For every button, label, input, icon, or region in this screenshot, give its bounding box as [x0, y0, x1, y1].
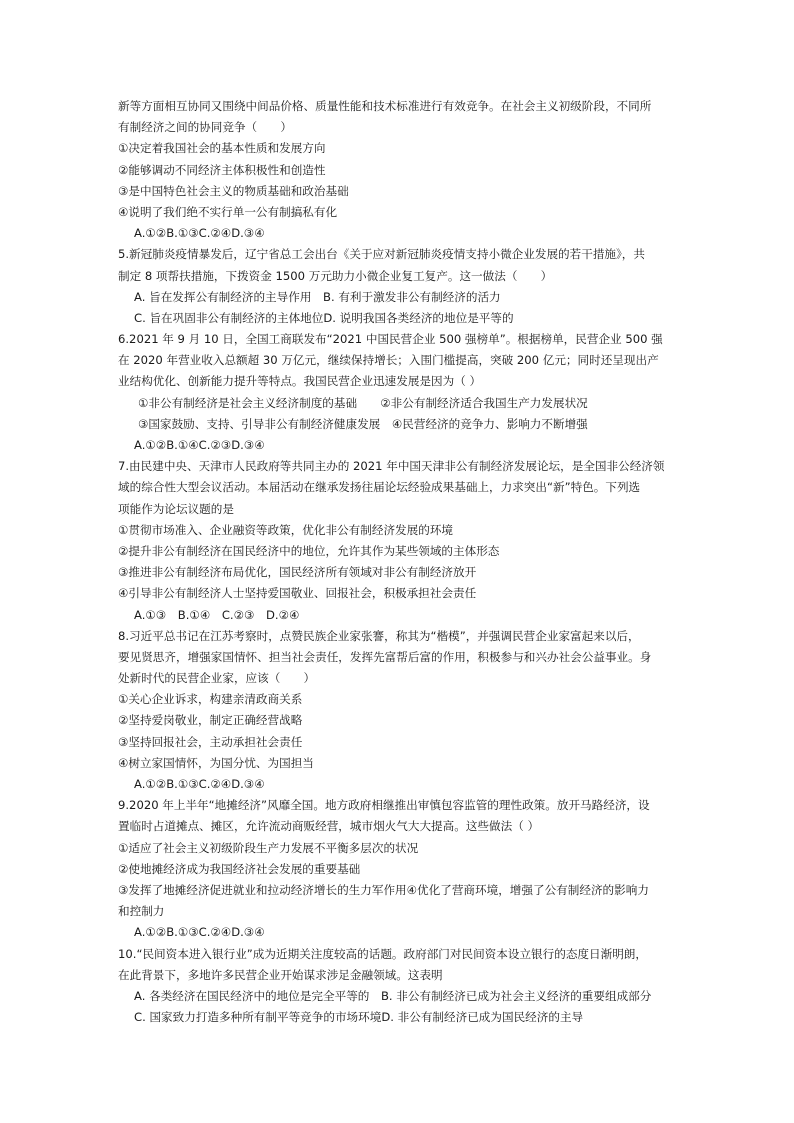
text-line: 新等方面相互协同又围绕中间品价格、质量性能和技术标准进行有效竞争。在社会主义初级阶段，不同所	[118, 99, 652, 113]
text-line: A.①②B.①④C.②③D.③④	[134, 438, 265, 452]
text-line: A.①②B.①③C.②④D.③④	[134, 925, 265, 940]
text-line: C. 旨在巩固非公有制经济的主体地位D. 说明我国各类经济的地位是平等的	[134, 310, 514, 325]
text-line: 业结构优化、创新能力提升等特点。我国民营企业迅速发展是因为（ ）	[118, 374, 482, 389]
text-line: ①关心企业诉求，构建亲清政商关系	[118, 692, 303, 707]
text-line: 项能作为论坛议题的是	[118, 501, 234, 516]
text-line: ④引导非公有制经济人士坚持爱国敬业、回报社会，积极承担社会责任	[118, 586, 477, 601]
text-line: ①决定着我国社会的基本性质和发展方向	[118, 141, 326, 156]
text-line: 在此背景下，多地许多民营企业开始谋求涉足金融领域。这表明	[118, 967, 443, 982]
text-line: A.①③ B.①④ C.②③ D.②④	[134, 607, 300, 622]
text-line: 要见贤思齐，增强家国情怀、担当社会责任，发挥先富帮后富的作用，积极参与和兴办社会公益事业。身	[118, 649, 652, 664]
text-line: A. 旨在发挥公有制经济的主导作用 B. 有利于激发非公有制经济的活力	[134, 289, 501, 304]
text-line: A.①②B.①③C.②④D.③④	[134, 226, 265, 241]
text-line: ①适应了社会主义初级阶段生产力发展不平衡多层次的状况	[118, 840, 419, 855]
document-body	[118, 96, 678, 1028]
text-line: ②能够调动不同经济主体积极性和创造性	[118, 162, 326, 177]
text-line: C. 国家致力打造多种所有制平等竞争的市场环境D. 非公有制经济已成为国民经济的主导	[134, 1010, 584, 1025]
text-line: ②使地摊经济成为我国经济社会发展的重要基础	[118, 861, 361, 876]
text-line: 在 2020 年营业收入总额超 30 万亿元，继续保持增长；入围门槛提高，突破 200 亿元；同时还呈现出产	[118, 353, 659, 368]
text-line: ②坚持爱岗敬业，制定正确经营战略	[118, 713, 303, 728]
text-line: 和控制力	[118, 904, 165, 919]
text-line: 5.新冠肺炎疫情暴发后，辽宁省总工会出台《关于应对新冠肺炎疫情支持小微企业发展的若干措施》，共	[118, 247, 645, 262]
text-line: 域的综合性大型会议活动。本届活动在继承发扬往届论坛经验成果基础上，力求突出“新”特色。下列选	[118, 480, 641, 495]
text-line: ①非公有制经济是社会主义经济制度的基础 ②非公有制经济适合我国生产力发展状况	[138, 395, 588, 410]
text-line: 9.2020 年上半年“地摊经济”风靡全国。地方政府相继推出审慎包容监管的理性政策。放开马路经济，设	[118, 798, 650, 813]
text-line: 处新时代的民营企业家，应该（ ）	[118, 671, 316, 686]
text-line: 制定 8 项帮扶措施，下拨资金 1500 万元助力小微企业复工复产。这一做法（ ）	[118, 268, 553, 283]
text-line: ③坚持回报社会，主动承担社会责任	[118, 734, 303, 749]
text-line: ①贯彻市场准入、企业融资等政策，优化非公有制经济发展的环境	[118, 522, 454, 537]
text-line: 有制经济之间的协同竞争（ ）	[118, 120, 292, 135]
text-line: 置临时占道摊点、摊区，允许流动商贩经营，城市烟火气大大提高。这些做法（ ）	[118, 819, 540, 834]
text-line: A.①②B.①③C.②④D.③④	[134, 777, 265, 791]
text-line: ③推进非公有制经济布局优化，国民经济所有领域对非公有制经济放开	[118, 565, 477, 580]
text-line: ③发挥了地摊经济促进就业和拉动经济增长的生力军作用④优化了营商环境，增强了公有制经济的影响力	[118, 882, 649, 897]
text-line: ②提升非公有制经济在国民经济中的地位，允许其作为某些领域的主体形态	[118, 543, 500, 558]
text-line: 10.“民间资本进入银行业”成为近期关注度较高的话题。政府部门对民间资本设立银行的态度日渐明朗，	[118, 946, 647, 961]
text-line: ④说明了我们绝不实行单一公有制搞私有化	[118, 204, 338, 219]
text-line: 8.习近平总书记在江苏考察时，点赞民族企业家张謇，称其为“楷模”，并强调民营企业家富起来以后，	[118, 628, 640, 643]
text-line: ③国家鼓励、支持、引导非公有制经济健康发展 ④民营经济的竞争力、影响力不断增强	[138, 416, 588, 431]
text-line: A. 各类经济在国民经济中的地位是完全平等的 B. 非公有制经济已成为社会主义经济的重要组成部分	[134, 988, 652, 1003]
text-line: ④树立家国情怀，为国分忧、为国担当	[118, 755, 314, 770]
text-line: 7.由民建中央、天津市人民政府等共同主办的 2021 年中国天津非公有制经济发展论坛，是全国非公经济领	[118, 459, 665, 474]
text-line: ③是中国特色社会主义的物质基础和政治基础	[118, 183, 349, 198]
text-line: 6.2021 年 9 月 10 日，全国工商联发布“2021 中国民营企业 500 强榜单”。根据榜单，民营企业 500 强	[118, 332, 663, 347]
